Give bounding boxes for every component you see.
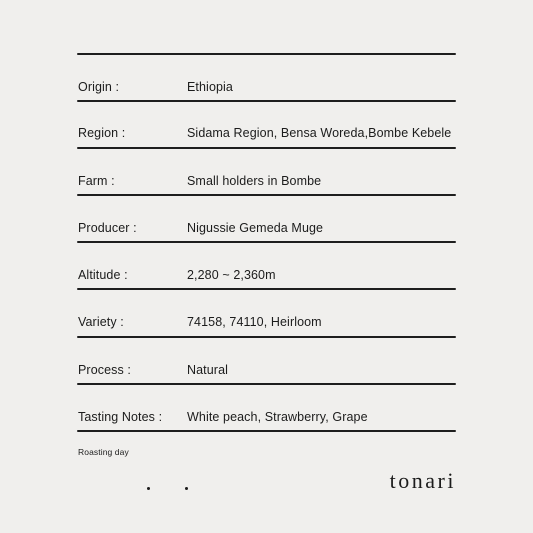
roasting-day-label: Roasting day	[78, 447, 129, 457]
row-altitude	[77, 263, 456, 287]
row-region	[77, 121, 456, 145]
brand-logo: tonari	[389, 468, 456, 493]
date-dot	[185, 487, 188, 490]
row-farm	[77, 169, 456, 193]
divider-bottom	[77, 430, 456, 432]
region-value: Sidama Region, Bensa Woreda,Bombe Kebele	[187, 126, 452, 140]
producer-label: Producer :	[78, 221, 137, 235]
farm-value: Small holders in Bombe	[187, 174, 322, 188]
divider	[77, 147, 456, 149]
tasting-notes-label: Tasting Notes :	[78, 410, 163, 424]
divider	[77, 241, 456, 243]
date-dot	[147, 487, 150, 490]
producer-value: Nigussie Gemeda Muge	[187, 221, 324, 235]
divider	[77, 336, 456, 338]
divider	[77, 288, 456, 290]
process-label: Process :	[78, 363, 131, 377]
process-value: Natural	[187, 363, 228, 377]
farm-label: Farm :	[78, 174, 115, 188]
tasting-notes-value: White peach, Strawberry, Grape	[187, 410, 368, 424]
origin-value: Ethiopia	[187, 80, 233, 94]
divider	[77, 383, 456, 385]
row-producer	[77, 216, 456, 240]
row-origin	[77, 75, 456, 99]
row-variety	[77, 310, 456, 334]
row-process	[77, 358, 456, 382]
origin-label: Origin :	[78, 80, 120, 94]
altitude-value: 2,280 ~ 2,360m	[187, 268, 276, 282]
variety-value: 74158, 74110, Heirloom	[187, 315, 322, 329]
divider	[77, 194, 456, 196]
divider	[77, 100, 456, 102]
region-label: Region :	[78, 126, 126, 140]
row-tasting-notes	[77, 405, 456, 429]
divider-top	[77, 53, 456, 55]
variety-label: Variety :	[78, 315, 124, 329]
altitude-label: Altitude :	[78, 268, 128, 282]
